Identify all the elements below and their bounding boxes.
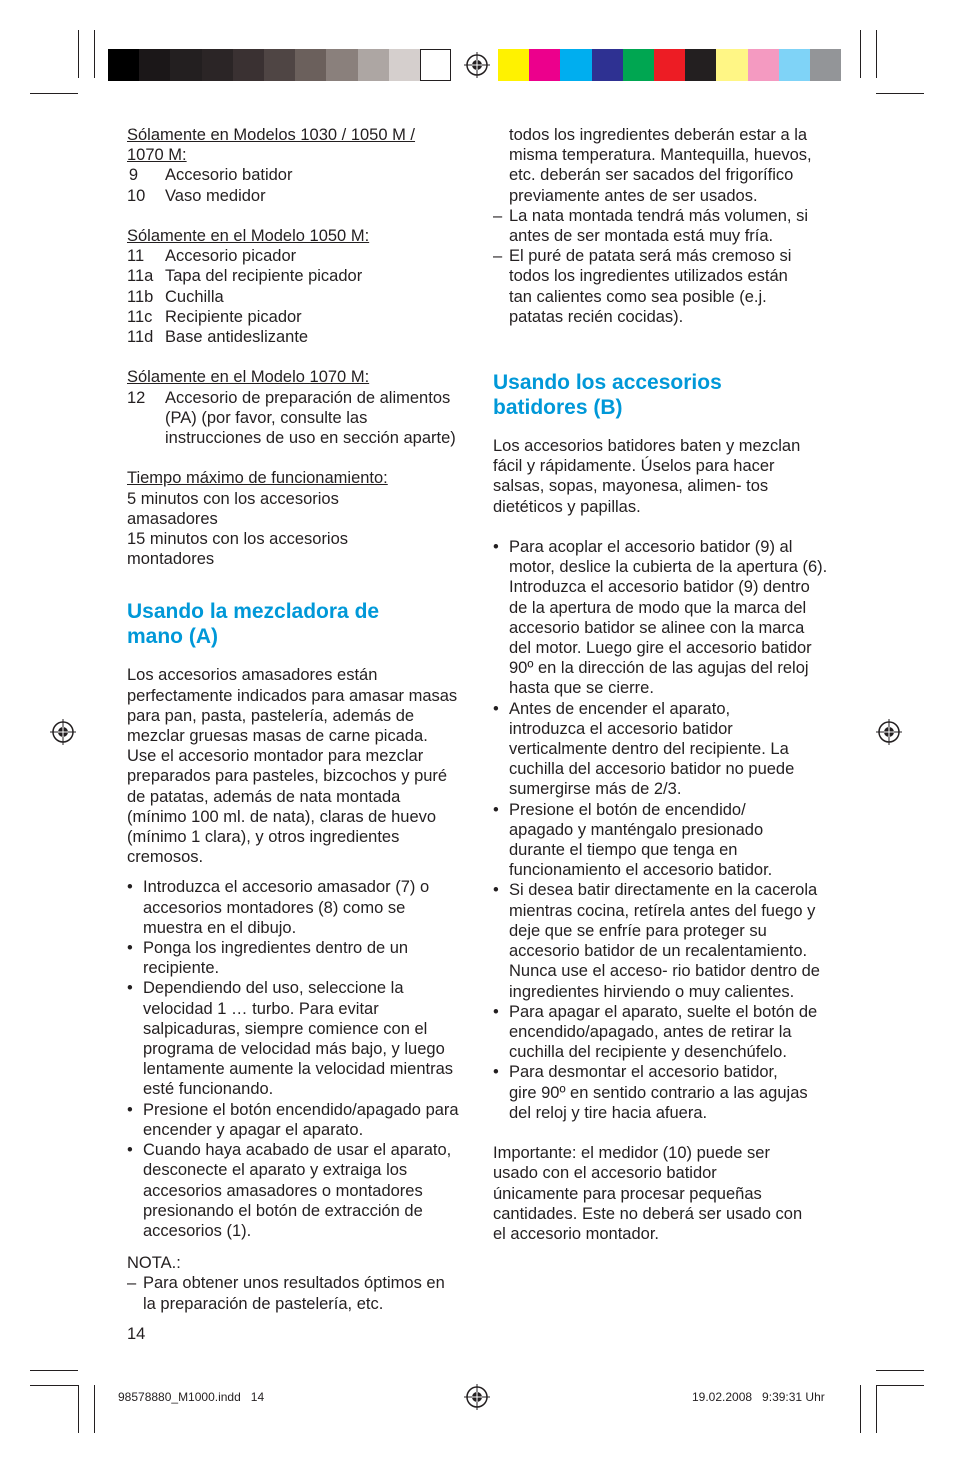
crop-mark bbox=[876, 30, 877, 78]
max-time-heading: Tiempo máximo de funcionamiento: bbox=[127, 469, 388, 488]
color-swatch bbox=[779, 49, 810, 81]
color-swatch bbox=[202, 49, 233, 81]
model-1050-heading: Sólamente en el Modelo 1050 M: bbox=[127, 227, 370, 245]
list-item: 11c Recipiente picador bbox=[127, 307, 302, 326]
list-item: • Para desmontar el accesorio batidor, gire 90º en sentido contrario a las agujas del reloj y tire hacia afuera. bbox=[493, 1063, 808, 1122]
list-item: 11a Tapa del recipiente picador bbox=[127, 267, 363, 286]
list-item: – Para obtener unos resultados óptimos en la preparación de pastelería, etc. bbox=[127, 1274, 445, 1313]
list-item: • Antes de encender el aparato, introduzca el accesorio batidor verticalmente dentro del recipiente. La cuchilla del accesorio batidor no puede sumergirse más de 2/3. bbox=[493, 699, 795, 799]
nota-label: NOTA.: bbox=[127, 1254, 181, 1273]
color-swatch bbox=[623, 49, 654, 81]
section-a-title: Usando la mezcladora de mano (A) bbox=[127, 600, 380, 649]
list-item: 10 Vaso medidor bbox=[127, 186, 266, 205]
color-swatch bbox=[389, 49, 420, 81]
section-b-title: Usando los accesorios batidores (B) bbox=[493, 371, 722, 420]
crop-mark bbox=[94, 1385, 95, 1433]
crop-mark bbox=[876, 1385, 877, 1433]
color-swatch bbox=[560, 49, 591, 81]
crop-mark bbox=[876, 1370, 924, 1371]
registration-mark-icon bbox=[876, 719, 902, 745]
color-swatch bbox=[358, 49, 389, 81]
max-time-line: 5 minutos con los accesorios amasadores bbox=[127, 489, 339, 528]
color-swatch bbox=[654, 49, 685, 81]
nota-continued: todos los ingredientes deberán estar a la misma temperatura. Mantequilla, huevos, etc. deberán ser sacados del frigorífico previamente antes de ser usados. bbox=[509, 126, 812, 205]
list-item: • Presione el botón encendido/apagado para encender y apagar el aparato. bbox=[127, 1100, 459, 1139]
list-item: • Dependiendo del uso, seleccione la velocidad 1 … turbo. Para evitar salpicaduras, siempre comience con el programa de velocidad más bajo, y luego lentamente aumente la velocidad mientras esté funcionando. bbox=[127, 979, 454, 1099]
model-1070-heading: Sólamente en el Modelo 1070 M: bbox=[127, 368, 370, 387]
crop-mark bbox=[78, 30, 79, 78]
list-item: • Para apagar el aparato, suelte el botón de encendido/apagado, antes de retirar la cuchilla del recipiente y desenchúfelo. bbox=[493, 1002, 818, 1062]
color-swatch bbox=[264, 49, 295, 81]
list-item: • Ponga los ingredientes dentro de un recipiente. bbox=[127, 939, 409, 978]
color-swatch bbox=[170, 49, 201, 81]
color-swatch bbox=[233, 49, 264, 81]
color-swatch bbox=[108, 49, 139, 81]
footer-timestamp: 19.02.2008 9:39:31 Uhr bbox=[692, 1390, 825, 1404]
right-column bbox=[493, 125, 829, 1244]
max-time-line: 15 minutos con los accesorios montadores bbox=[127, 530, 349, 569]
crop-mark bbox=[876, 1385, 924, 1386]
registration-mark-icon bbox=[50, 719, 76, 745]
section-a-intro: Los accesorios amasadores están perfectamente indicados para amasar masas para pan, pasta, pastelería, además de mezclar gruesas masas de carne picada. Use el accesorio montador para mezclar preparados para pasteles, bizcochos y puré de patatas, además de nata montada (mínimo 100 ml. de nata), claras de huevo (mínimo 1 clara), y otros ingredientes cremosos. bbox=[127, 666, 458, 867]
crop-mark bbox=[30, 1385, 78, 1386]
list-item: • Para acoplar el accesorio batidor (9) al motor, deslice la cubierta de la apertura (6). Introduzca el accesorio batidor (9) dentro de la apertura de modo que la marca del accesorio batidor se alinee con la marca del motor. Luego gire el accesorio batidor 90º en la dirección de las agujas del reloj hasta que se cierre. bbox=[493, 538, 828, 698]
footer-file-name: 98578880_M1000.indd 14 bbox=[118, 1390, 265, 1404]
models-1030-heading: Sólamente en Modelos 1030 / 1050 M / 1070 M: bbox=[127, 126, 416, 165]
grayscale-color-bar bbox=[108, 49, 451, 81]
cmyk-color-bar bbox=[498, 49, 841, 81]
list-item: • Si desea batir directamente en la cacerola mientras cocina, retírela antes del fuego y deje que se enfríe para proteger su accesorio batidor de un recalentamiento. Nunca use el acceso- rio batidor dentro de ingredientes hirviendo o muy calientes. bbox=[493, 881, 820, 1001]
crop-mark bbox=[860, 30, 861, 78]
crop-mark bbox=[94, 30, 95, 78]
list-item: 11 Accesorio picador bbox=[127, 247, 297, 266]
list-item: • Introduzca el accesorio amasador (7) o accesorios montadores (8) como se muestra en el dibujo. bbox=[127, 878, 430, 937]
list-item: 11d Base antideslizante bbox=[127, 328, 309, 347]
color-swatch bbox=[295, 49, 326, 81]
registration-mark-icon bbox=[464, 1384, 490, 1410]
crop-mark bbox=[30, 1370, 78, 1371]
crop-mark bbox=[860, 1385, 861, 1433]
list-item: 12 Accesorio de preparación de alimentos (PA) (por favor, consulte las instrucciones de uso en sección aparte) bbox=[127, 388, 456, 448]
color-swatch bbox=[420, 49, 451, 81]
list-item: 11b Cuchilla bbox=[127, 287, 224, 306]
color-swatch bbox=[139, 49, 170, 81]
color-swatch bbox=[498, 49, 529, 81]
color-swatch bbox=[685, 49, 716, 81]
list-item: • Presione el botón de encendido/ apagado y manténgalo presionado durante el tiempo que tenga en funcionamiento el accesorio batidor. bbox=[493, 800, 773, 880]
list-item: – La nata montada tendrá más volumen, si antes de ser montada está muy fría. bbox=[493, 206, 809, 246]
crop-mark bbox=[78, 1385, 79, 1433]
color-swatch bbox=[529, 49, 560, 81]
registration-mark-icon bbox=[464, 52, 490, 78]
page-number: 14 bbox=[127, 1324, 146, 1343]
color-swatch bbox=[326, 49, 357, 81]
section-b-intro: Los accesorios batidores baten y mezclan fácil y rápidamente. Úselos para hacer salsas, sopas, mayonesa, alimen- tos dietéticos y papillas. bbox=[493, 437, 801, 516]
crop-mark bbox=[876, 93, 924, 94]
list-item: – El puré de patata será más cremoso si todos los ingredientes utilizados están tan calientes como sea posible (e.j. patatas recién cocidas). bbox=[493, 247, 792, 326]
list-item: • Cuando haya acabado de usar el aparato, desconecte el aparato y extraiga los accesorios amasadores o montadores presionando el botón de extracción de accesorios (1). bbox=[127, 1141, 452, 1240]
crop-mark bbox=[30, 93, 78, 94]
color-swatch bbox=[716, 49, 747, 81]
color-swatch bbox=[748, 49, 779, 81]
important-note: Importante: el medidor (10) puede ser usado con el accesorio batidor únicamente para procesar pequeñas cantidades. Este no deberá ser usado con el accesorio montador. bbox=[493, 1144, 803, 1243]
color-swatch bbox=[810, 49, 841, 81]
left-column bbox=[127, 125, 462, 1344]
color-swatch bbox=[592, 49, 623, 81]
list-item: 9 Accesorio batidor bbox=[128, 166, 293, 185]
